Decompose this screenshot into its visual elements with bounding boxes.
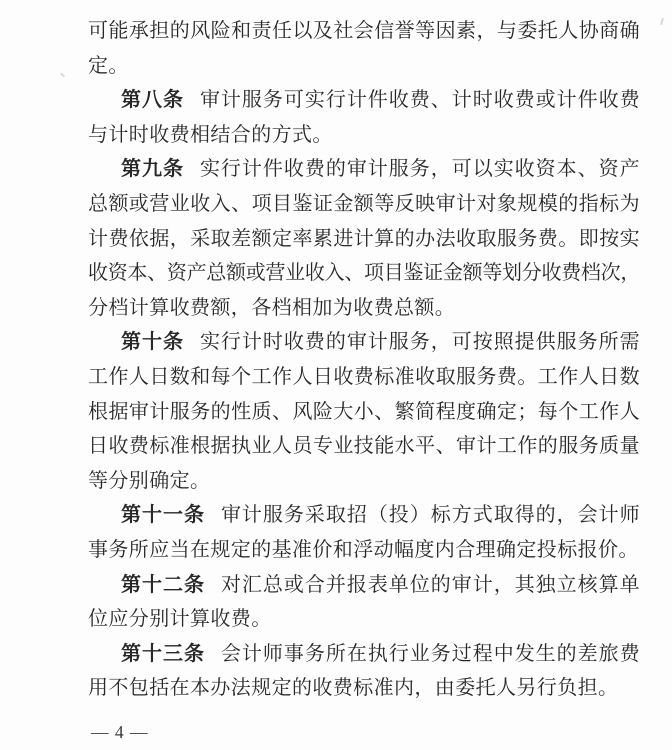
text-line: 用不包括在本办法规定的收费标准内，由委托人另行负担。 xyxy=(88,677,619,700)
text-line: 根据审计服务的性质、风险大小、繁简程度确定；每个工作人 xyxy=(88,400,640,423)
text-line: 计费依据，采取差额定率累进计算的办法收取服务费。即按实 xyxy=(88,227,640,250)
text-line: 总额或营业收入、项目鉴证金额等反映审计对象规模的指标为 xyxy=(88,192,640,215)
article-number: 第十二条 xyxy=(121,573,205,596)
article-number: 第十一条 xyxy=(121,504,205,527)
text-line: 位应分别计算收费。 xyxy=(88,608,272,631)
text-line: 第十二条 对汇总或合并报表单位的审计，其独立核算单 xyxy=(121,573,640,596)
text-line: 与计时收费相结合的方式。 xyxy=(88,123,333,146)
article-number: 第九条 xyxy=(121,158,184,181)
text-line: 收资本、资产总额或营业收入、项目鉴证金额等划分收费档次， xyxy=(88,262,640,285)
text-line: 第九条 实行计件收费的审计服务，可以实收资本、资产 xyxy=(121,158,640,181)
text-line: 第十三条 会计师事务所在执行业务过程中发生的差旅费 xyxy=(121,642,640,665)
text-line: 第十条 实行计时收费的审计服务，可按照提供服务所需 xyxy=(121,331,640,354)
scan-artifact xyxy=(60,73,65,78)
text-line: 分档计算收费额，各档相加为收费总额。 xyxy=(88,296,456,319)
text-line: 日收费标准根据执业人员专业技能水平、审计工作的服务质量 xyxy=(88,435,640,458)
text-line: 可能承担的风险和责任以及社会信誉等因素，与委托人协商确 xyxy=(88,20,640,42)
article-number: 第十条 xyxy=(121,331,184,354)
scan-artifact xyxy=(660,18,664,25)
article-number: 第十三条 xyxy=(121,642,205,665)
text-line: 第八条 审计服务可实行计件收费、计时收费或计件收费 xyxy=(121,89,640,112)
text-line: 事务所应当在规定的基准价和浮动幅度内合理确定投标报价。 xyxy=(88,538,639,561)
text-line: 第十一条 审计服务采取招（投）标方式取得的，会计师 xyxy=(121,504,640,527)
article-number: 第八条 xyxy=(121,89,184,112)
text-line: 工作人日数和每个工作人日收费标准收取服务费。工作人日数 xyxy=(88,365,640,388)
text-line: 等分别确定。 xyxy=(88,469,211,492)
page-number: — 4 — xyxy=(91,722,149,742)
text-line: 定。 xyxy=(88,54,129,77)
document-body xyxy=(88,14,640,706)
